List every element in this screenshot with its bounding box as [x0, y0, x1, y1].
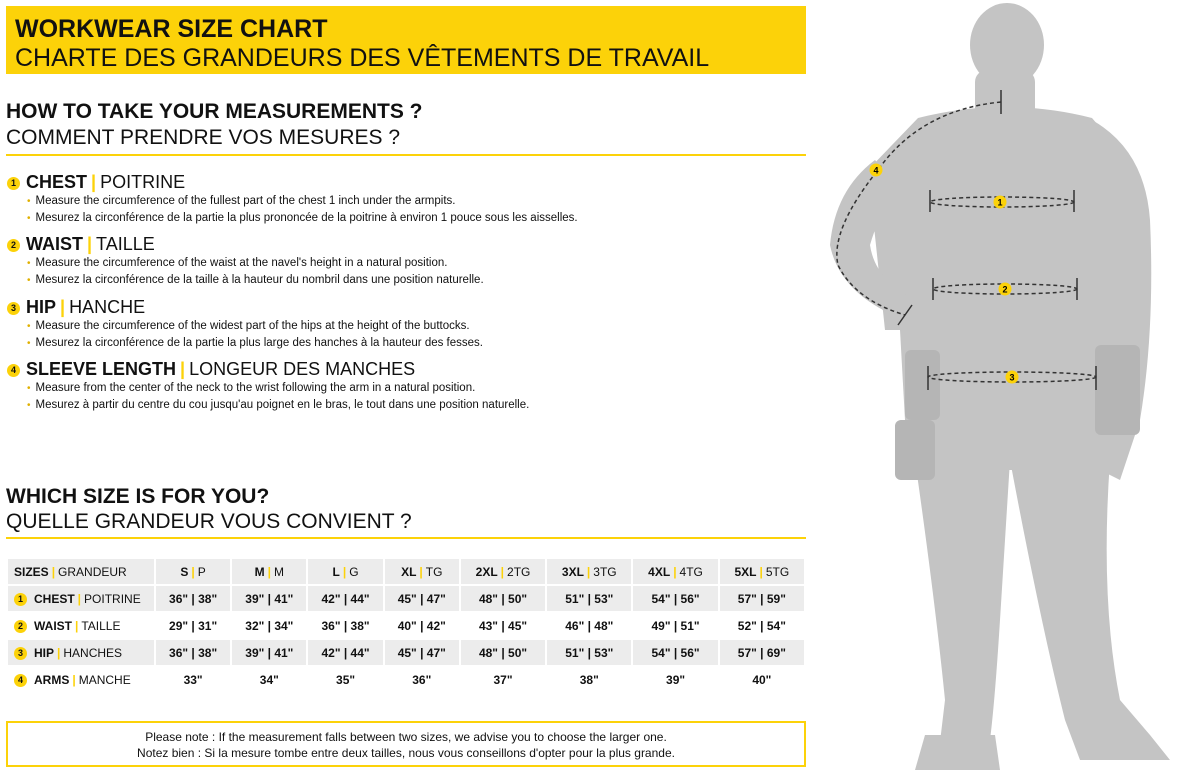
- measurement-title: 2 WAIST | TAILLE: [7, 234, 484, 255]
- measurement-title: 1 CHEST | POITRINE: [7, 172, 578, 193]
- size-value-cell: 38": [546, 666, 632, 693]
- size-value-cell: 40" | 42": [384, 612, 460, 639]
- title-english: WORKWEAR SIZE CHART: [15, 15, 328, 43]
- measurement-desc-english: • Measure from the center of the neck to the wrist following the arm in a natural position.: [27, 380, 529, 397]
- number-badge: 1: [7, 177, 20, 190]
- table-row: [7, 639, 805, 666]
- size-heading-french: QUELLE GRANDEUR VOUS CONVIENT ?: [6, 510, 412, 533]
- table-row: [7, 612, 805, 639]
- number-badge: 4: [14, 674, 27, 687]
- silhouette: [830, 3, 1170, 770]
- measurement-item: [7, 297, 483, 352]
- title-french: CHARTE DES GRANDEURS DES VÊTEMENTS DE TRAVAIL: [15, 44, 710, 72]
- marker-waist: 2: [1002, 284, 1008, 295]
- size-value-cell: 32" | 34": [231, 612, 307, 639]
- size-value-cell: 36" | 38": [155, 639, 231, 666]
- row-label: 2 WAIST | TAILLE: [7, 612, 155, 639]
- size-column-header: S | P: [155, 558, 231, 585]
- number-badge: 3: [14, 647, 27, 660]
- sizes-header-cell: SIZES | GRANDEUR: [7, 558, 155, 585]
- size-value-cell: 34": [231, 666, 307, 693]
- size-column-header: M | M: [231, 558, 307, 585]
- size-value-cell: 39" | 41": [231, 585, 307, 612]
- row-label: 4 ARMS | MANCHE: [7, 666, 155, 693]
- number-badge: 2: [14, 620, 27, 633]
- marker-hip: 3: [1009, 372, 1015, 383]
- measurement-desc-french: • Mesurez la circonférence de la partie la plus prononcée de la poitrine à environ 1 pouce sous les aisselles.: [27, 210, 578, 227]
- size-value-cell: 51" | 53": [546, 639, 632, 666]
- size-value-cell: 42" | 44": [307, 585, 383, 612]
- measurement-item: [7, 234, 484, 289]
- body-silhouette-figure: [812, 0, 1185, 775]
- measurement-desc-french: • Mesurez à partir du centre du cou jusqu'au poignet en le bras, le tout dans une position naturelle.: [27, 397, 529, 414]
- measurement-label-french: LONGEUR DES MANCHES: [189, 359, 416, 379]
- size-column-header: 2XL | 2TG: [460, 558, 546, 585]
- size-value-cell: 52" | 54": [719, 612, 805, 639]
- measurement-item: [7, 172, 578, 227]
- note-english: Please note : If the measurement falls between two sizes, we advise you to choose the larger one.: [145, 730, 667, 744]
- size-value-cell: 36" | 38": [155, 585, 231, 612]
- measure-heading-english: HOW TO TAKE YOUR MEASUREMENTS ?: [6, 100, 423, 123]
- row-label: 1 CHEST | POITRINE: [7, 585, 155, 612]
- measurement-desc-english: • Measure the circumference of the widest part of the hips at the height of the buttocks.: [27, 318, 483, 335]
- size-value-cell: 42" | 44": [307, 639, 383, 666]
- size-value-cell: 36" | 38": [307, 612, 383, 639]
- measurement-label-english: CHEST: [26, 172, 88, 192]
- measurement-title: 4 SLEEVE LENGTH | LONGEUR DES MANCHES: [7, 359, 529, 380]
- size-value-cell: 40": [719, 666, 805, 693]
- measurement-label-french: TAILLE: [96, 234, 155, 254]
- table-header-row: [7, 558, 805, 585]
- measurement-item: [7, 359, 529, 414]
- size-value-cell: 57" | 69": [719, 639, 805, 666]
- size-value-cell: 37": [460, 666, 546, 693]
- size-column-header: L | G: [307, 558, 383, 585]
- size-value-cell: 39" | 41": [231, 639, 307, 666]
- size-column-header: 5XL | 5TG: [719, 558, 805, 585]
- number-badge: 3: [7, 302, 20, 315]
- size-table: [6, 557, 806, 694]
- size-value-cell: 54" | 56": [632, 585, 718, 612]
- measure-heading-french: COMMENT PRENDRE VOS MESURES ?: [6, 126, 401, 149]
- number-badge: 4: [7, 364, 20, 377]
- title-banner: [6, 6, 806, 74]
- measurement-label-english: WAIST: [26, 234, 83, 254]
- size-value-cell: 33": [155, 666, 231, 693]
- size-value-cell: 45" | 47": [384, 639, 460, 666]
- table-row: [7, 585, 805, 612]
- size-column-header: 4XL | 4TG: [632, 558, 718, 585]
- size-column-header: 3XL | 3TG: [546, 558, 632, 585]
- measurement-label-french: POITRINE: [100, 172, 186, 192]
- size-value-cell: 51" | 53": [546, 585, 632, 612]
- size-column-header: XL | TG: [384, 558, 460, 585]
- marker-chest: 1: [997, 197, 1003, 208]
- number-badge: 1: [14, 593, 27, 606]
- measurement-desc-french: • Mesurez la circonférence de la partie la plus large des hanches à la hauteur des fesses.: [27, 335, 483, 352]
- size-value-cell: 54" | 56": [632, 639, 718, 666]
- size-value-cell: 36": [384, 666, 460, 693]
- size-value-cell: 43" | 45": [460, 612, 546, 639]
- size-value-cell: 48" | 50": [460, 585, 546, 612]
- size-value-cell: 46" | 48": [546, 612, 632, 639]
- measurement-label-english: SLEEVE LENGTH: [26, 359, 177, 379]
- number-badge: 2: [7, 239, 20, 252]
- size-value-cell: 29" | 31": [155, 612, 231, 639]
- size-value-cell: 39": [632, 666, 718, 693]
- marker-sleeve: 4: [873, 165, 879, 176]
- measurement-label-english: HIP: [26, 297, 57, 317]
- section-divider: [6, 154, 806, 156]
- section-divider: [6, 537, 806, 539]
- size-value-cell: 35": [307, 666, 383, 693]
- size-value-cell: 48" | 50": [460, 639, 546, 666]
- size-value-cell: 45" | 47": [384, 585, 460, 612]
- measurement-title: 3 HIP | HANCHE: [7, 297, 483, 318]
- table-row: [7, 666, 805, 693]
- measurement-desc-english: • Measure the circumference of the fullest part of the chest 1 inch under the armpits.: [27, 193, 578, 210]
- size-heading-english: WHICH SIZE IS FOR YOU?: [6, 485, 270, 508]
- row-label: 3 HIP | HANCHES: [7, 639, 155, 666]
- measurement-label-french: HANCHE: [69, 297, 146, 317]
- size-value-cell: 57" | 59": [719, 585, 805, 612]
- measurement-desc-french: • Mesurez la circonférence de la taille à la hauteur du nombril dans une position naturelle.: [27, 272, 484, 289]
- note-box: [6, 721, 806, 767]
- measurement-desc-english: • Measure the circumference of the waist at the navel's height in a natural position.: [27, 255, 484, 272]
- note-french: Notez bien : Si la mesure tombe entre deux tailles, nous vous conseillons d'opter pour la plus grande.: [137, 746, 675, 760]
- size-value-cell: 49" | 51": [632, 612, 718, 639]
